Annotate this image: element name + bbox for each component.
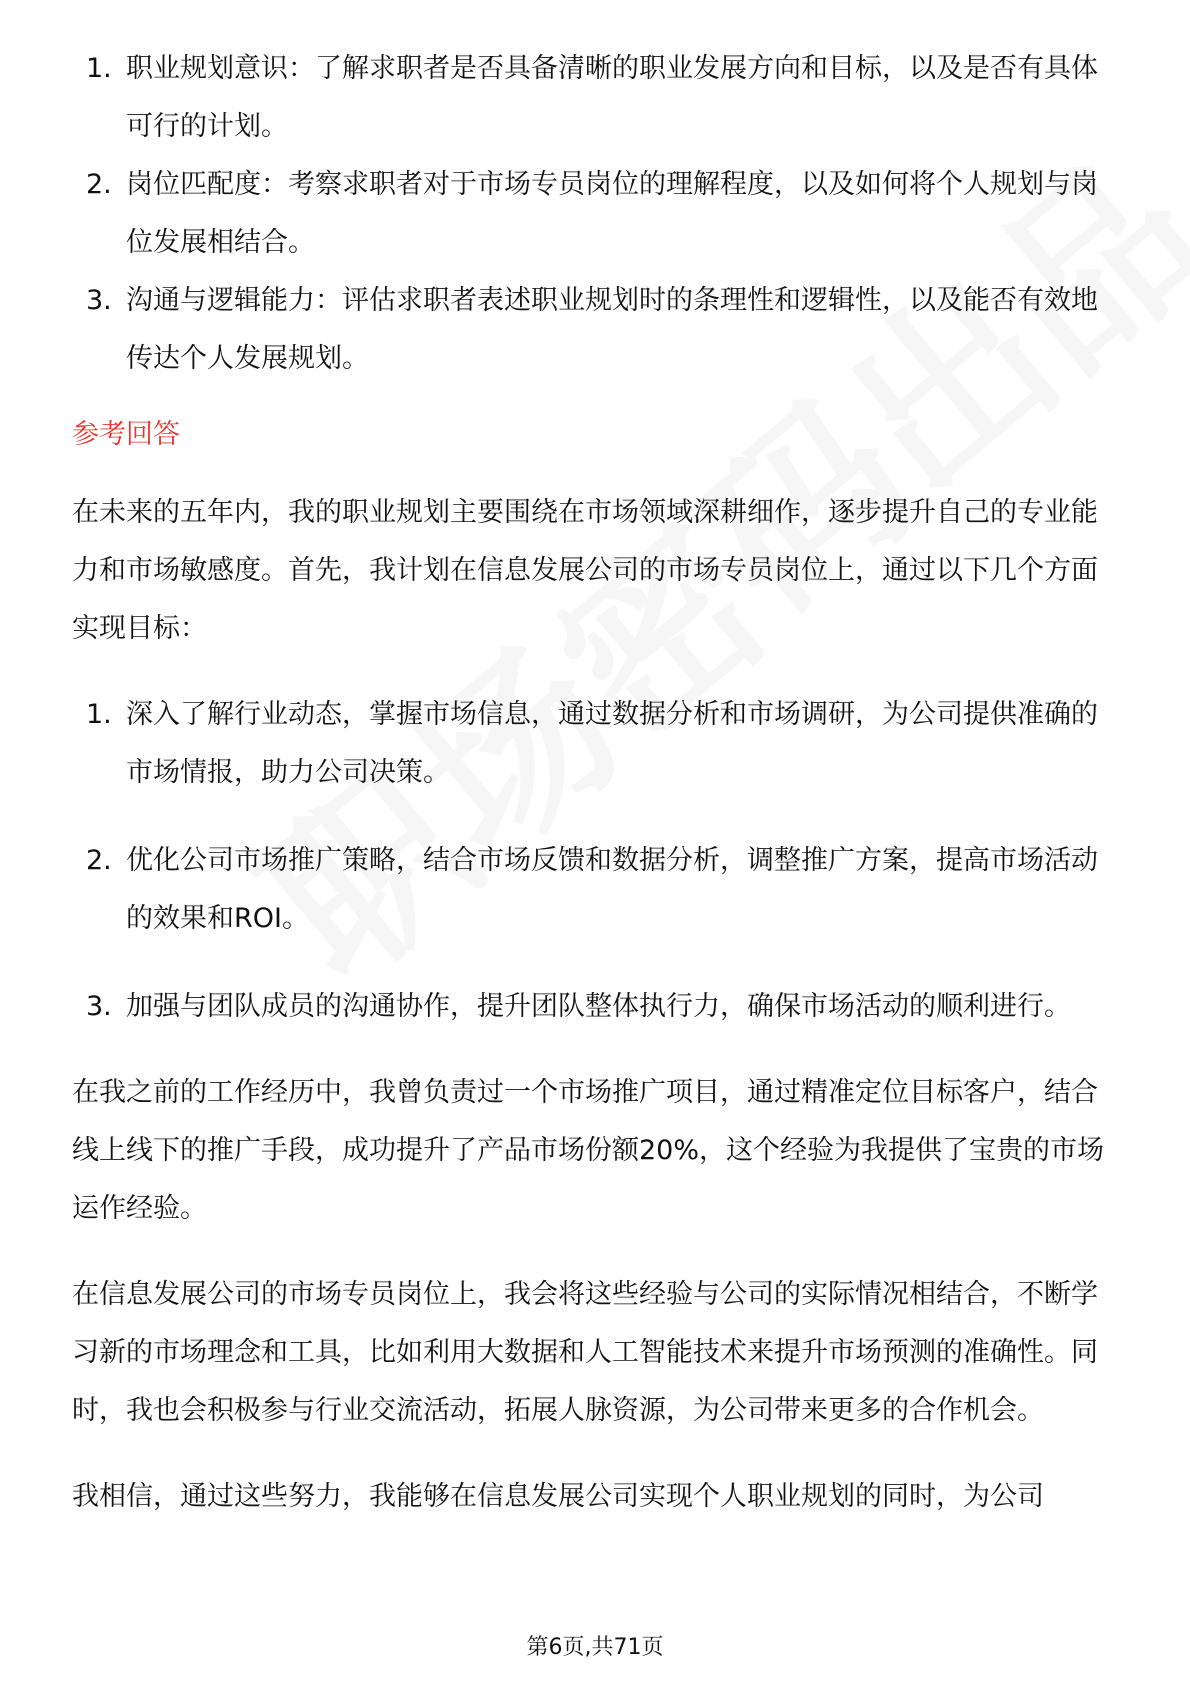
list-text: 加强与团队成员的沟通协作，提升团队整体执行力，确保市场活动的顺利进行。 [126, 991, 1071, 1022]
list-item [72, 272, 1118, 388]
closing-paragraph: 我相信，通过这些努力，我能够在信息发展公司实现个人职业规划的同时，为公司 [72, 1481, 1044, 1512]
list-text: 岗位匹配度：考察求职者对于市场专员岗位的理解程度，以及如何将个人规划与岗位发展相结合。 [126, 169, 1098, 258]
list-text: 职业规划意识：了解求职者是否具备清晰的职业发展方向和目标，以及是否有具体可行的计划。 [126, 53, 1098, 142]
evaluation-points-list [72, 40, 1118, 388]
list-item [72, 156, 1118, 272]
list-number: 1. [86, 53, 112, 84]
list-item [72, 40, 1118, 156]
experience-paragraph: 在我之前的工作经历中，我曾负责过一个市场推广项目，通过精准定位目标客户，结合线上线下的推广手段，成功提升了产品市场份额20%，这个经验为我提供了宝贵的市场运作经验。 [72, 1077, 1105, 1224]
goals-list [72, 686, 1118, 1036]
list-number: 2. [86, 845, 112, 876]
list-text: 深入了解行业动态，掌握市场信息，通过数据分析和市场调研，为公司提供准确的市场情报，助力公司决策。 [126, 699, 1098, 788]
list-number: 3. [86, 991, 112, 1022]
list-number: 3. [86, 285, 112, 316]
list-text: 沟通与逻辑能力：评估求职者表述职业规划时的条理性和逻辑性，以及能否有效地传达个人发展规划。 [126, 285, 1098, 374]
plan-paragraph: 在信息发展公司的市场专员岗位上，我会将这些经验与公司的实际情况相结合，不断学习新的市场理念和工具，比如利用大数据和人工智能技术来提升市场预测的准确性。同时，我也会积极参与行业交流活动，拓展人脉资源，为公司带来更多的合作机会。 [72, 1279, 1098, 1426]
list-text: 优化公司市场推广策略，结合市场反馈和数据分析，调整推广方案，提高市场活动的效果和ROI。 [126, 845, 1098, 934]
list-number: 1. [86, 699, 112, 730]
page-footer: 第6页,共71页 [526, 1635, 664, 1660]
list-item [72, 686, 1118, 802]
list-number: 2. [86, 169, 112, 200]
list-item [72, 832, 1118, 948]
intro-paragraph: 在未来的五年内，我的职业规划主要围绕在市场领域深耕细作，逐步提升自己的专业能力和市场敏感度。首先，我计划在信息发展公司的市场专员岗位上，通过以下几个方面实现目标： [72, 497, 1098, 644]
document-body [72, 40, 1118, 1526]
section-heading: 参考回答 [72, 419, 180, 450]
list-item [72, 978, 1118, 1036]
